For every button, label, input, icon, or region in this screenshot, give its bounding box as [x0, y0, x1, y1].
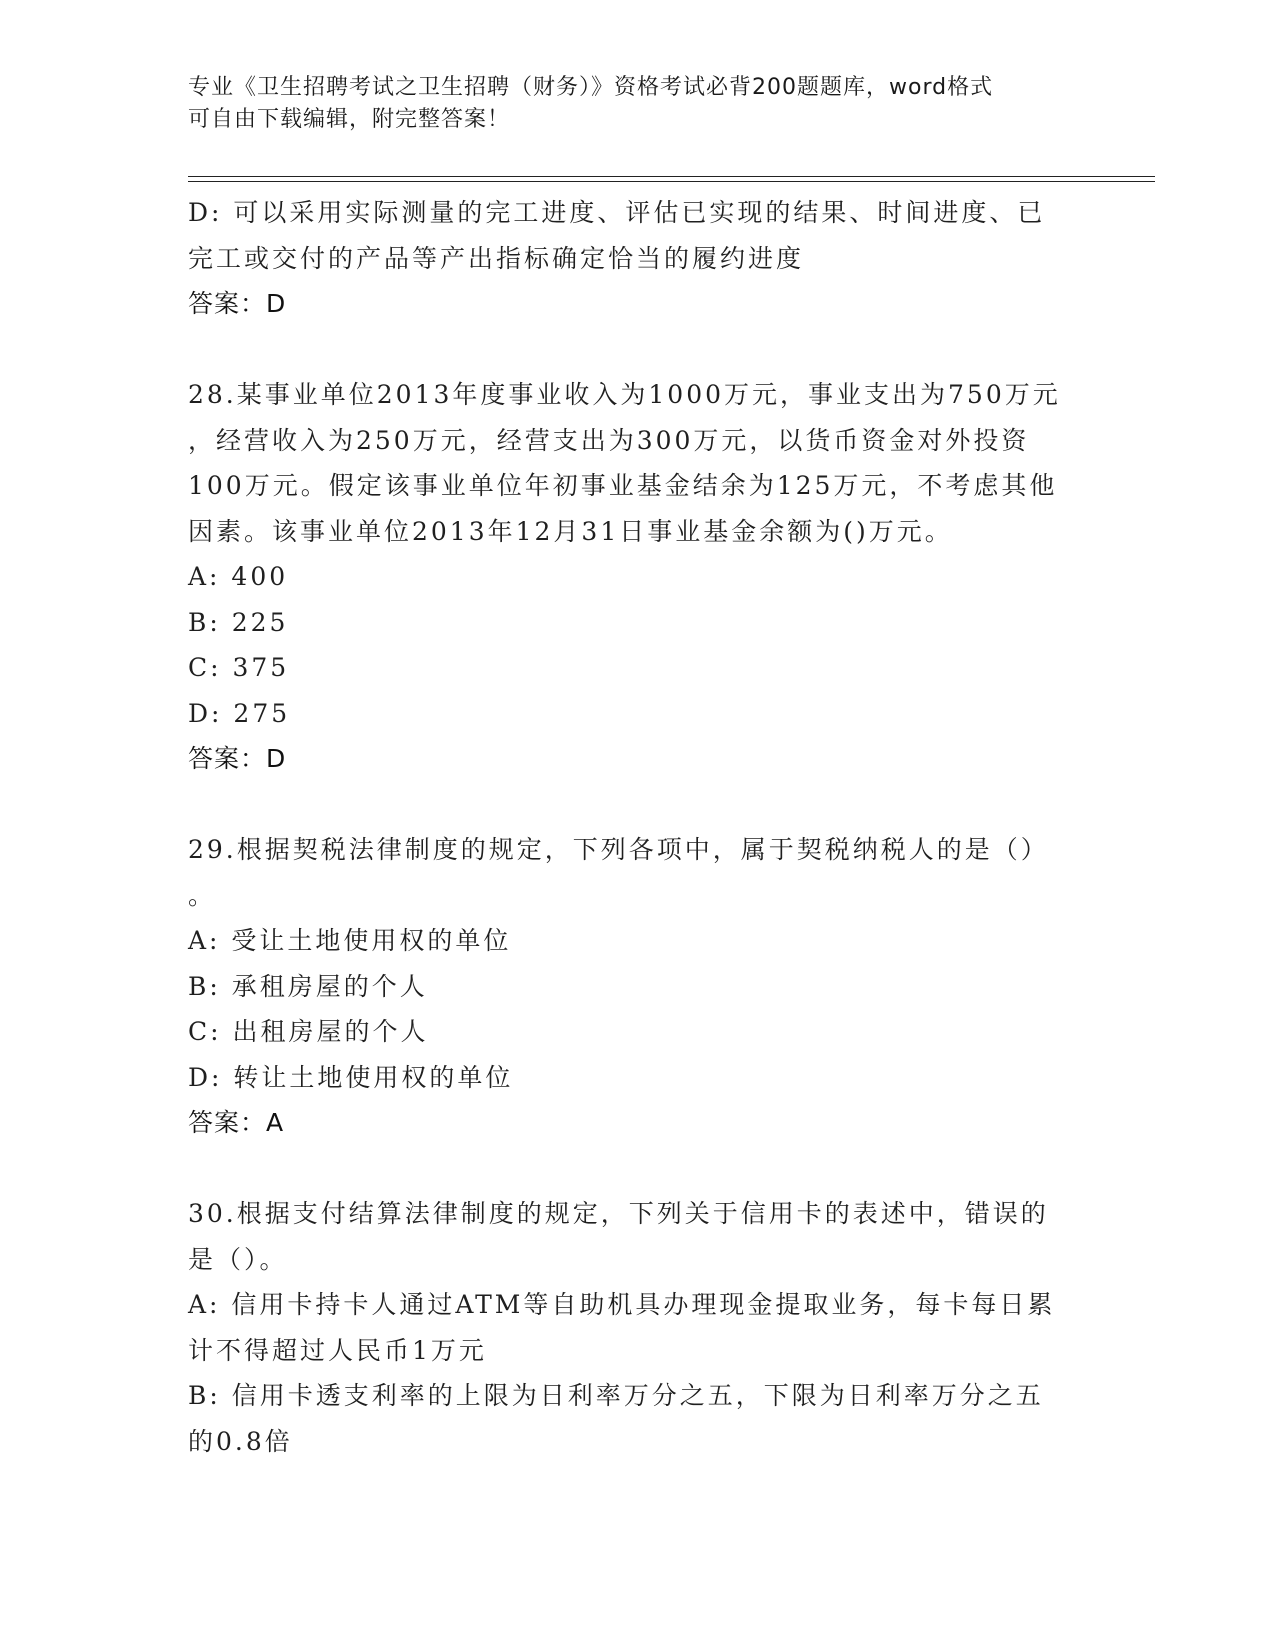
document-header: [188, 72, 1068, 136]
question-line: ，经营收入为250万元，经营支出为300万元，以货币资金对外投资: [188, 425, 1030, 455]
question-block: [188, 190, 1088, 327]
header-divider-top: [188, 176, 1155, 177]
question-line: C: 375: [188, 653, 290, 682]
question-line: B: 信用卡透支利率的上限为日利率万分之五，下限为日利率万分之五: [188, 1381, 1044, 1410]
header-divider-bottom: [188, 181, 1155, 182]
question-line: 因素。该事业单位2013年12月31日事业基金余额为()万元。: [188, 516, 953, 546]
question-line: A: 信用卡持卡人通过ATM等自助机具办理现金提取业务，每卡每日累: [188, 1290, 1056, 1319]
question-line: 100万元。假定该事业单位年初事业基金结余为125万元，不考虑其他: [188, 471, 1058, 500]
header-line-2: 可自由下载编辑，附完整答案！: [188, 107, 511, 132]
answer-line: 答案：D: [188, 289, 287, 318]
question-line: 是（）。: [188, 1244, 288, 1274]
question-line: 的0.8倍: [188, 1426, 293, 1456]
question-list: [188, 190, 1088, 1464]
item-spacer: [188, 327, 1088, 373]
question-line: 28.某事业单位2013年度事业收入为1000万元，事业支出为750万元: [188, 380, 1061, 409]
question-line: D: 转让土地使用权的单位: [188, 1062, 514, 1092]
question-line: D: 275: [188, 698, 291, 728]
question-line: D: 可以采用实际测量的完工进度、评估已实现的结果、时间进度、已: [188, 198, 1046, 227]
answer-line: 答案：D: [188, 744, 287, 773]
question-block: [188, 827, 1088, 1146]
question-line: 29.根据契税法律制度的规定，下列各项中，属于契税纳税人的是（）: [188, 835, 1049, 864]
item-spacer: [188, 1146, 1088, 1192]
question-line: B: 225: [188, 607, 289, 637]
question-line: 完工或交付的产品等产出指标确定恰当的履约进度: [188, 243, 805, 273]
question-block: [188, 1191, 1088, 1464]
question-line: 30.根据支付结算法律制度的规定，下列关于信用卡的表述中，错误的: [188, 1199, 1049, 1228]
question-block: [188, 372, 1088, 782]
question-line: A: 400: [188, 562, 289, 591]
answer-line: 答案：A: [188, 1108, 285, 1137]
item-spacer: [188, 782, 1088, 828]
question-line: 计不得超过人民币1万元: [188, 1335, 487, 1365]
header-line-1: 专业《卫生招聘考试之卫生招聘（财务）》资格考试必背200题题库，word格式: [188, 75, 994, 100]
question-line: C: 出租房屋的个人: [188, 1017, 429, 1046]
question-line: B: 承租房屋的个人: [188, 971, 428, 1001]
question-line: A: 受让土地使用权的单位: [188, 926, 512, 955]
question-line: 。: [188, 880, 217, 910]
